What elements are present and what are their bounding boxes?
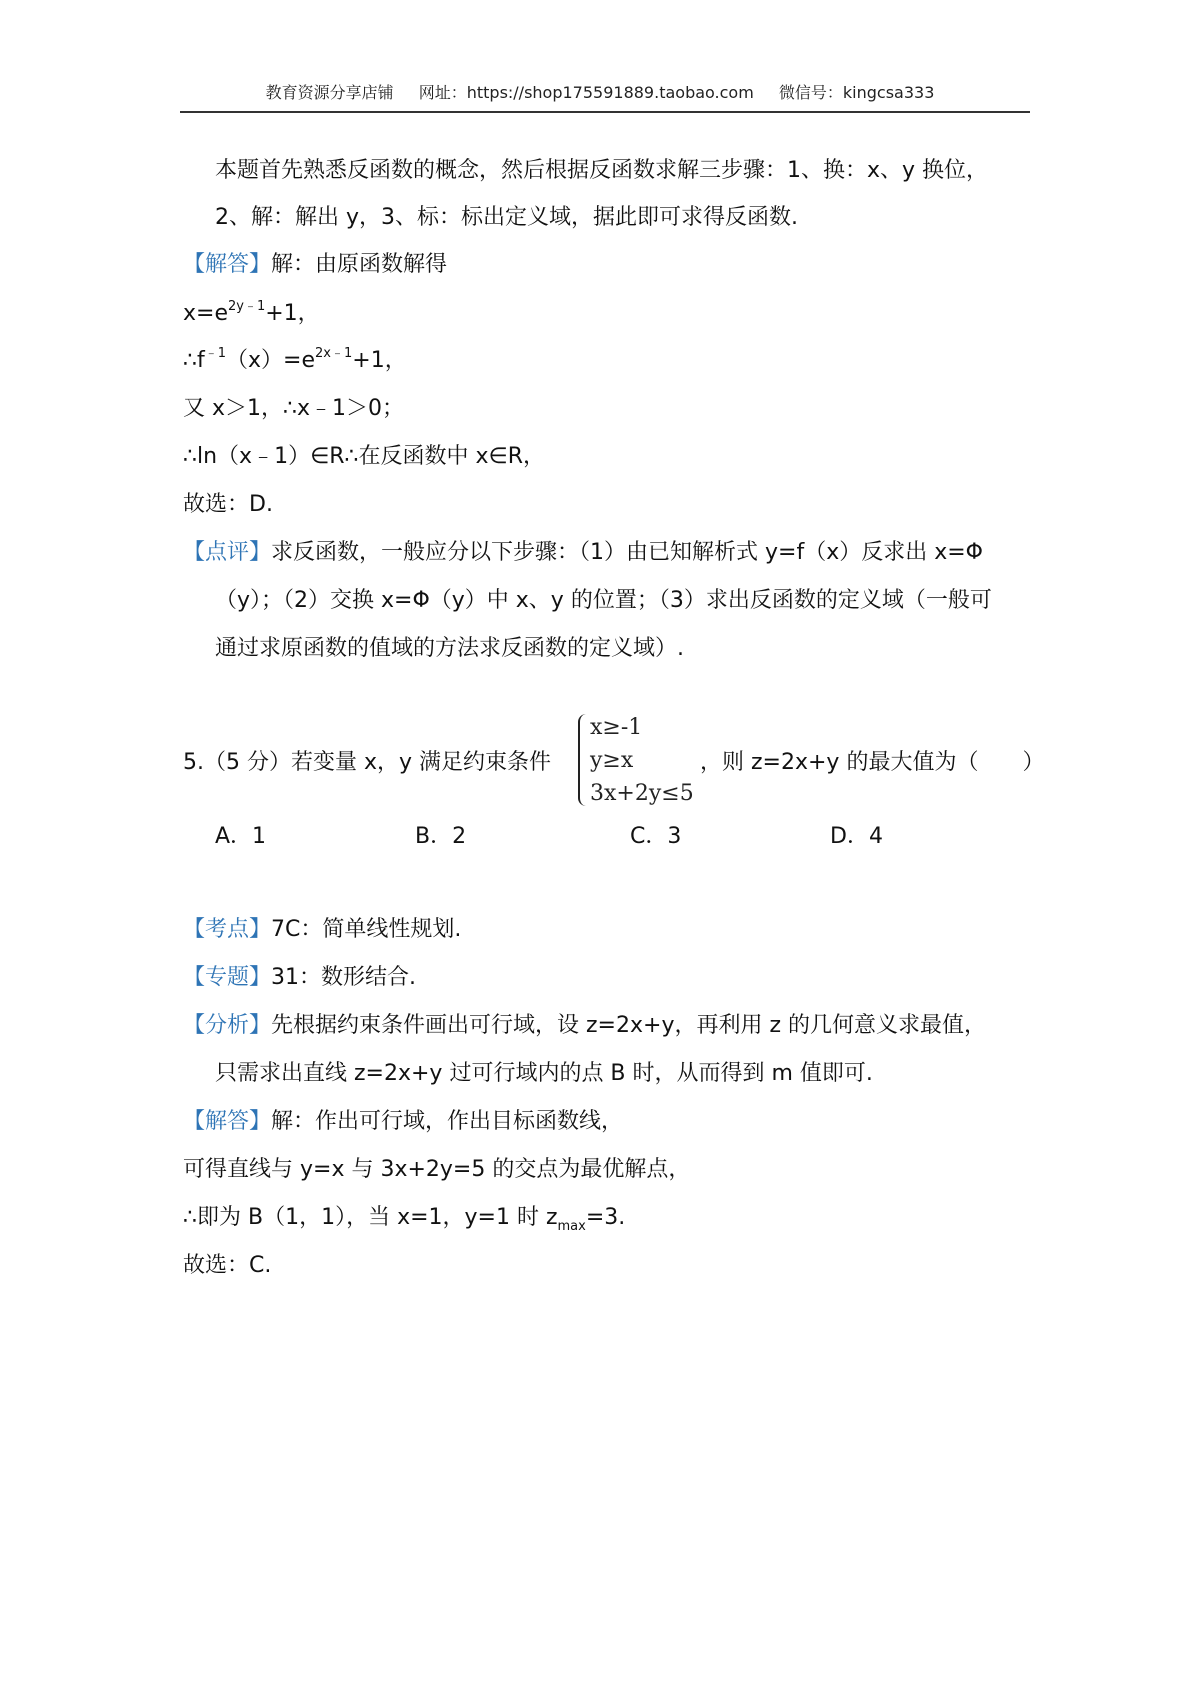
zhuanti-line [183, 963, 416, 993]
comment-tag: 【点评】 [183, 540, 272, 565]
zhuanti-text: 31：数形结合. [271, 965, 417, 990]
solution-q4-eq3: 又 x＞1，∴x﹣1＞0； [183, 396, 405, 421]
comment-q4-line2: （y）；（2）交换 x=Φ（y）中 x、y 的位置；（3）求出反函数的定义域（一般可 [215, 588, 992, 613]
eq2-exponent: 2x﹣1 [315, 346, 353, 361]
solution-q4-eq4: ∴ln（x﹣1）∈R∴在反函数中 x∈R， [183, 444, 545, 469]
analysis-q4-line2: 2、解：解出 y，3、标：标出定义域，据此即可求得反函数. [215, 205, 799, 230]
jieda-line2: 可得直线与 y=x 与 3x+2y=5 的交点为最优解点， [183, 1157, 691, 1182]
solution-q4-eq1 [183, 299, 320, 332]
eq1-exponent: 2y﹣1 [228, 299, 266, 314]
jieda-text1: 解：作出可行域，作出目标函数线， [271, 1109, 624, 1134]
question5-stem-a: 5.（5 分）若变量 x，y 满足约束条件 [183, 750, 552, 775]
jieda-line3 [183, 1203, 625, 1236]
solution-q4-heading [183, 250, 447, 280]
analysis-q4-line1: 本题首先熟悉反函数的概念，然后根据反函数求解三步骤：1、换：x、y 换位， [215, 158, 989, 183]
header-url: 网址：https://shop175591889.taobao.com [418, 83, 754, 102]
eq1-base: x=e [183, 301, 228, 326]
fenxi-tag: 【分析】 [183, 1013, 272, 1038]
fenxi-line1 [183, 1011, 986, 1041]
comment-q4-line1 [183, 538, 983, 568]
kaodian-text: 7C：简单线性规划. [271, 917, 462, 942]
eq2-f: ∴f [183, 348, 205, 373]
constraint-1: x≥-1 [590, 715, 643, 740]
option-d: D．4 [830, 824, 883, 849]
eq2-inverse-sup: ﹣1 [204, 346, 227, 361]
comment-text1: 求反函数，一般应分以下步骤：（1）由已知解析式 y=f（x）反求出 x=Φ [271, 540, 983, 565]
solution-q4-choice: 故选：D. [183, 492, 273, 517]
solution-q5-choice: 故选：C. [183, 1253, 272, 1278]
question5-stem-b: ，则 z=2x+y 的最大值为（ ） [700, 750, 1045, 775]
eq2-mid: （x）=e [226, 348, 316, 373]
header-rule [180, 111, 1030, 113]
comment-q4-line3: 通过求原函数的值域的方法求反函数的定义域）. [215, 636, 684, 661]
option-c: C．3 [630, 824, 682, 849]
constraint-brace [578, 714, 590, 806]
zhuanti-tag: 【专题】 [183, 965, 272, 990]
header-shop: 教育资源分享店铺 [265, 83, 394, 102]
solution-q4-eq2 [183, 346, 407, 379]
eq1-tail: +1， [265, 301, 320, 326]
jieda-line1 [183, 1107, 623, 1137]
header-wechat: 微信号：kingcsa333 [778, 83, 935, 102]
jieda-text3a: ∴即为 B（1，1），当 x=1，y=1 时 z [183, 1205, 558, 1230]
fenxi-text1: 先根据约束条件画出可行域，设 z=2x+y，再利用 z 的几何意义求最值， [271, 1013, 986, 1038]
kaodian-tag: 【考点】 [183, 917, 272, 942]
option-a: A．1 [215, 824, 267, 849]
option-b: B．2 [415, 824, 467, 849]
jieda-text3b: =3. [585, 1205, 626, 1230]
zmax-subscript: max [557, 1219, 586, 1234]
solution-tag: 【解答】 [183, 252, 272, 277]
eq2-tail: +1， [352, 348, 407, 373]
constraint-3: 3x+2y≤5 [590, 781, 694, 806]
kaodian-line [183, 915, 461, 945]
fenxi-line2: 只需求出直线 z=2x+y 过可行域内的点 B 时，从而得到 m 值即可. [215, 1061, 873, 1086]
constraint-2: y≥x [590, 748, 634, 773]
solution-intro: 解：由原函数解得 [271, 252, 448, 277]
page-header [0, 80, 1200, 103]
jieda-tag: 【解答】 [183, 1109, 272, 1134]
